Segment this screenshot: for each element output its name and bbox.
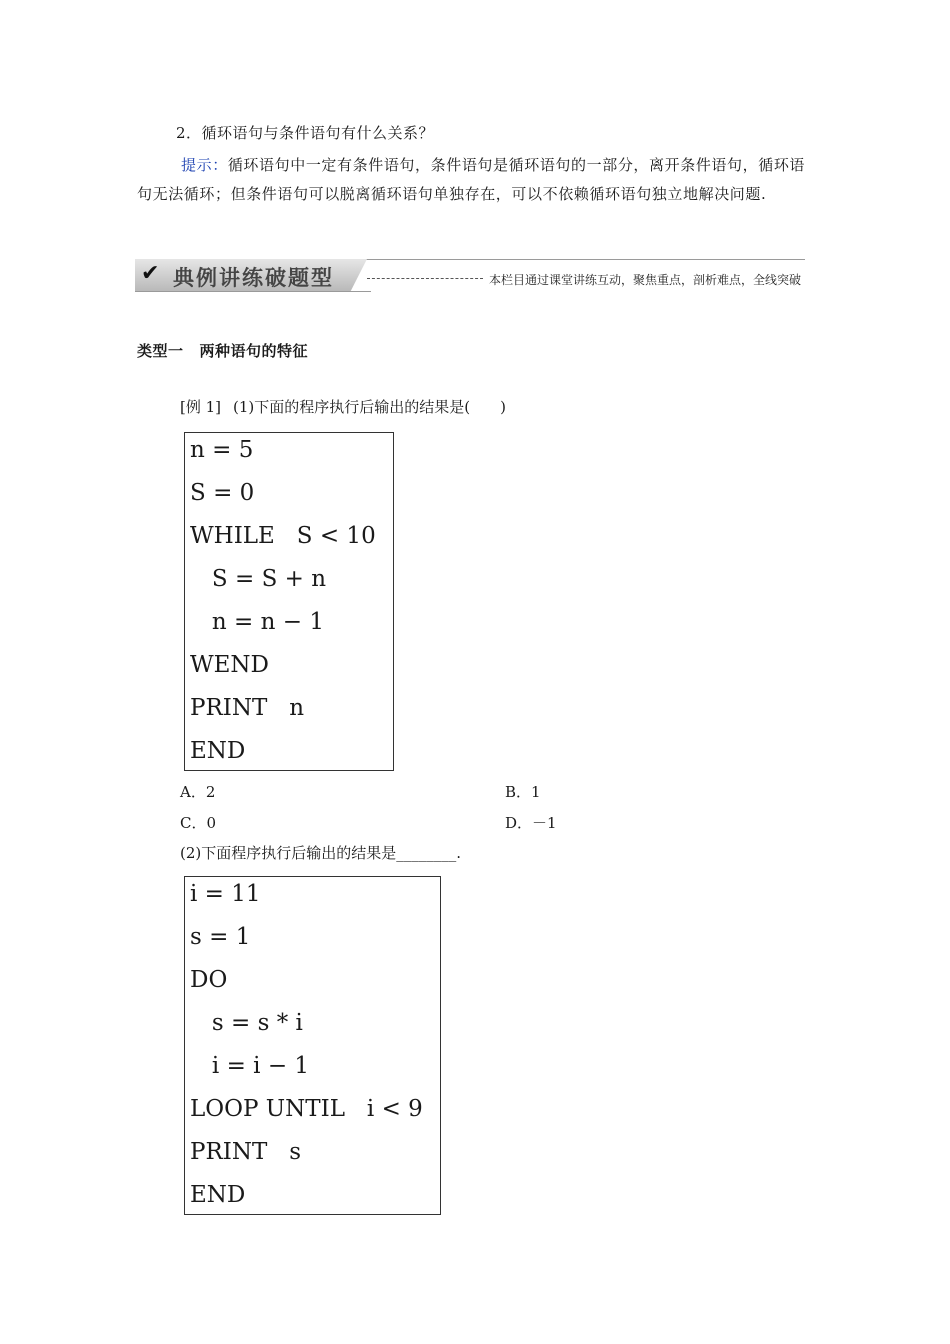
code-line: s = s * i — [190, 1010, 303, 1036]
code-line: END — [190, 738, 246, 764]
code-line: WEND — [190, 652, 269, 678]
hint-paragraph — [137, 151, 817, 209]
example-tag: [例 1] — [180, 398, 222, 416]
code-line: i = 11 — [190, 881, 261, 907]
code-line: DO — [190, 967, 228, 993]
code-line: i = i − 1 — [190, 1053, 310, 1079]
banner-dash-line — [367, 278, 483, 279]
code-line: n = n − 1 — [190, 609, 324, 635]
section-banner — [135, 259, 805, 293]
check-icon: ✔ — [141, 261, 160, 286]
code-block-1 — [184, 432, 394, 771]
code-line: n = 5 — [190, 437, 254, 463]
option-a: A．2 — [180, 783, 216, 801]
question-2: 2．循环语句与条件语句有什么关系？ — [176, 124, 435, 142]
code-line: S = 0 — [190, 480, 255, 506]
code-block-2 — [184, 876, 441, 1215]
option-c: C．0 — [180, 814, 217, 832]
example-question-2: (2)下面程序执行后输出的结果是________. — [180, 844, 462, 862]
banner-title: 典例讲练破题型 — [173, 266, 334, 290]
type-heading — [137, 340, 308, 361]
example-question-1: (1)下面的程序执行后输出的结果是( ) — [233, 398, 506, 416]
option-d: D．－1 — [505, 814, 557, 832]
option-b: B．1 — [505, 783, 541, 801]
hint-label: 提示： — [181, 156, 228, 174]
type-label: 类型一 — [137, 342, 184, 360]
code-line: PRINT n — [190, 695, 305, 721]
example-1-part-1 — [180, 396, 506, 417]
hint-text: 循环语句中一定有条件语句，条件语句是循环语句的一部分，离开条件语句，循环语句无法循环；但条件语句可以脱离循环语句单独存在，可以不依赖循环语句独立地解决问题. — [137, 156, 806, 203]
code-line: LOOP UNTIL i < 9 — [190, 1096, 423, 1122]
code-line: PRINT s — [190, 1139, 302, 1165]
code-line: s = 1 — [190, 924, 251, 950]
code-line: WHILE S < 10 — [190, 523, 376, 549]
banner-subtitle: 本栏目通过课堂讲练互动，聚焦重点，剖析难点，全线突破 — [489, 273, 802, 287]
type-title: 两种语句的特征 — [199, 342, 309, 360]
code-line: END — [190, 1182, 246, 1208]
code-line: S = S + n — [190, 566, 327, 592]
